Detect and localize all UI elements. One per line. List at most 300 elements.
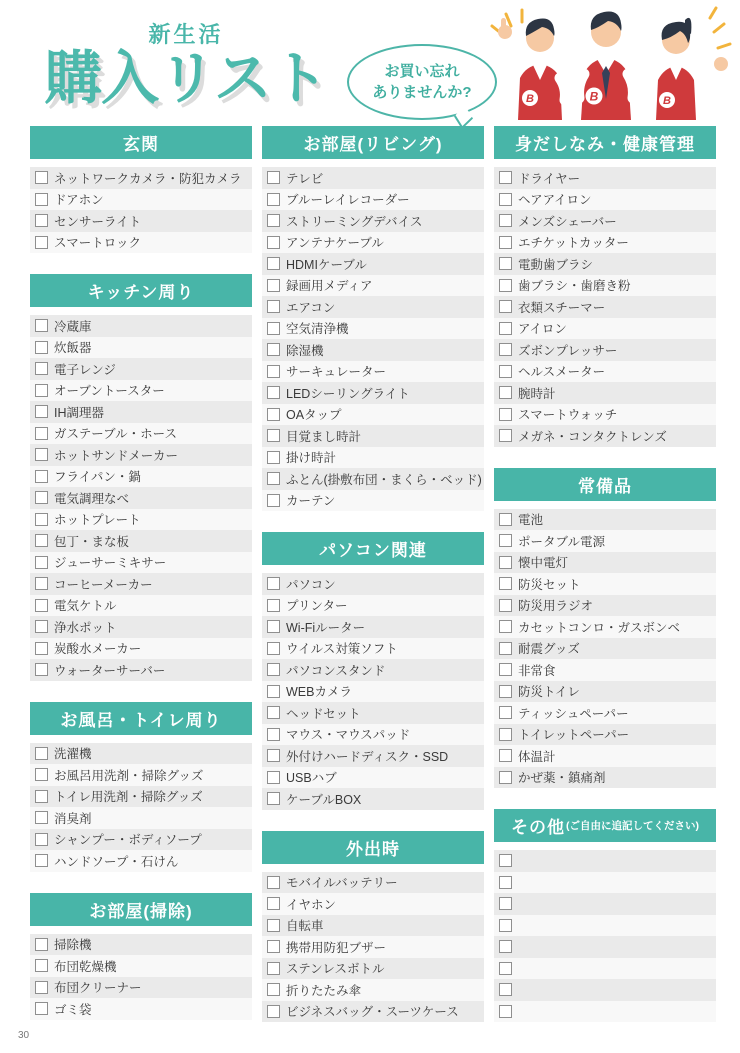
checkbox-icon[interactable]	[267, 300, 280, 313]
checklist-item	[262, 167, 484, 189]
section-going-out	[262, 831, 484, 1023]
item-label: ストリーミングデバイス	[286, 214, 423, 229]
checklist-item	[30, 764, 252, 786]
checkbox-icon[interactable]	[267, 620, 280, 633]
item-label: ヘッドセット	[286, 706, 361, 721]
checkbox-icon[interactable]	[35, 556, 48, 569]
item-label: スマートロック	[54, 236, 142, 251]
checkbox-icon[interactable]	[35, 236, 48, 249]
checkbox-icon[interactable]	[499, 919, 512, 932]
checklist-item	[30, 638, 252, 660]
item-label: 折りたたみ傘	[286, 983, 362, 998]
checkbox-icon[interactable]	[35, 811, 48, 824]
checklist-item	[262, 893, 484, 915]
checklist-item	[30, 977, 252, 999]
section-room-cleaning	[30, 893, 252, 1020]
section-header-going-out	[262, 831, 484, 864]
checklist-item	[494, 296, 716, 318]
checklist	[494, 167, 716, 447]
checkbox-icon[interactable]	[267, 599, 280, 612]
section-living-room	[262, 126, 484, 511]
item-label: 掃除機	[54, 938, 92, 953]
section-header-entrance	[30, 126, 252, 159]
checkbox-icon[interactable]	[499, 236, 512, 249]
checkbox-icon[interactable]	[267, 642, 280, 655]
checklist-item	[494, 915, 716, 937]
checklist	[494, 509, 716, 789]
checkbox-icon[interactable]	[499, 685, 512, 698]
checklist	[262, 167, 484, 511]
checkbox-icon[interactable]	[35, 534, 48, 547]
checklist-item	[30, 616, 252, 638]
item-label: LEDシーリングライト	[286, 386, 410, 401]
checkbox-icon[interactable]	[267, 577, 280, 590]
checkbox-icon[interactable]	[499, 386, 512, 399]
checkbox-icon[interactable]	[267, 876, 280, 889]
item-label: 電子レンジ	[54, 362, 116, 377]
checkbox-icon[interactable]	[35, 193, 48, 206]
svg-text:B: B	[589, 89, 599, 104]
item-label: 空気清浄機	[286, 322, 349, 337]
item-label: ガステーブル・ホース	[54, 427, 178, 442]
checkbox-icon[interactable]	[499, 940, 512, 953]
checklist-item	[494, 530, 716, 552]
checkbox-icon[interactable]	[499, 663, 512, 676]
item-label: 目覚まし時計	[286, 429, 362, 444]
checklist-item	[494, 210, 716, 232]
checkbox-icon[interactable]	[35, 663, 48, 676]
checklist-item	[494, 724, 716, 746]
checklist-item	[30, 423, 252, 445]
item-label: アイロン	[518, 322, 567, 337]
checklist-item	[30, 786, 252, 808]
checkbox-icon[interactable]	[35, 768, 48, 781]
item-label: 防災用ラジオ	[518, 599, 594, 614]
item-label: 録画用メディア	[286, 279, 373, 294]
item-label: オーブントースター	[54, 384, 165, 399]
checkbox-icon[interactable]	[35, 405, 48, 418]
item-label: ブルーレイレコーダー	[286, 193, 410, 208]
section-daily-supplies	[494, 468, 716, 789]
checkbox-icon[interactable]	[499, 749, 512, 762]
item-label: トイレ用洗剤・掃除グッズ	[54, 790, 203, 805]
checkbox-icon[interactable]	[35, 341, 48, 354]
checkbox-icon[interactable]	[267, 749, 280, 762]
section-grooming-health	[494, 126, 716, 447]
checklist-item	[494, 979, 716, 1001]
checkbox-icon[interactable]	[267, 451, 280, 464]
checklist-item	[262, 979, 484, 1001]
speech-bubble	[347, 44, 497, 120]
checklist	[262, 872, 484, 1023]
checklist-item	[30, 232, 252, 254]
checkbox-icon[interactable]	[499, 983, 512, 996]
checklist-item	[30, 530, 252, 552]
column-3	[494, 126, 716, 1043]
checklist-item	[494, 745, 716, 767]
item-label: ホットサンドメーカー	[54, 448, 179, 463]
checkbox-icon[interactable]	[499, 642, 512, 655]
checkbox-icon[interactable]	[267, 706, 280, 719]
checklist-item	[30, 743, 252, 765]
item-label: ポータブル電源	[518, 534, 606, 549]
item-label: 布団乾燥機	[54, 959, 117, 974]
item-label: 耐震グッズ	[518, 642, 580, 657]
item-label: センサーライト	[54, 214, 142, 229]
checkbox-icon[interactable]	[35, 790, 48, 803]
checklist-item	[262, 573, 484, 595]
item-label: 電気ケトル	[54, 599, 117, 614]
item-label: プリンター	[286, 599, 348, 614]
checkbox-icon[interactable]	[267, 771, 280, 784]
section-kitchen	[30, 274, 252, 681]
checkbox-icon[interactable]	[499, 854, 512, 867]
page-title-block	[36, 18, 336, 111]
checkbox-icon[interactable]	[499, 214, 512, 227]
checklist-item	[262, 702, 484, 724]
item-label: 電気調理なべ	[54, 491, 130, 506]
checklist-item	[494, 681, 716, 703]
checkbox-icon[interactable]	[35, 854, 48, 867]
checkbox-icon[interactable]	[499, 365, 512, 378]
checkbox-icon[interactable]	[35, 214, 48, 227]
checkbox-icon[interactable]	[35, 513, 48, 526]
checkbox-icon[interactable]	[267, 962, 280, 975]
item-label: カセットコンロ・ガスボンベ	[518, 620, 681, 635]
checkbox-icon[interactable]	[35, 384, 48, 397]
item-label: 電動歯ブラシ	[518, 257, 594, 272]
item-label: WEBカメラ	[286, 685, 352, 700]
checkbox-icon[interactable]	[267, 919, 280, 932]
checkbox-icon[interactable]	[267, 322, 280, 335]
checkbox-icon[interactable]	[267, 663, 280, 676]
checkbox-icon[interactable]	[499, 408, 512, 421]
item-label: コーヒーメーカー	[54, 577, 153, 592]
section-title: お部屋(掃除)	[89, 901, 193, 921]
checklist-item	[494, 638, 716, 660]
checkbox-icon[interactable]	[499, 171, 512, 184]
checklist-item	[262, 595, 484, 617]
item-label: シャンプー・ボディソープ	[54, 833, 202, 848]
checklist-item	[262, 872, 484, 894]
checklist-item	[262, 681, 484, 703]
checklist-item	[30, 401, 252, 423]
item-label: ホットプレート	[54, 513, 141, 528]
staff-member-left	[498, 18, 565, 120]
checkbox-icon[interactable]	[35, 642, 48, 655]
column-1	[30, 126, 252, 1043]
checklist-item	[30, 807, 252, 829]
speech-bubble-text: お買い忘れ ありませんか?	[372, 63, 472, 101]
section-others	[494, 809, 716, 1022]
page-title: 購入リスト	[44, 46, 328, 111]
checkbox-icon[interactable]	[267, 685, 280, 698]
item-label: ネットワークカメラ・防犯カメラ	[54, 171, 242, 186]
item-label: スマートウォッチ	[518, 408, 618, 423]
item-label: パソコンスタンド	[286, 663, 386, 678]
checklist-item	[262, 210, 484, 232]
checkbox-icon[interactable]	[35, 470, 48, 483]
item-label: ティッシュペーパー	[518, 706, 629, 721]
checkbox-icon[interactable]	[267, 494, 280, 507]
checklist-item	[262, 189, 484, 211]
checkbox-icon[interactable]	[499, 513, 512, 526]
item-label: IH調理器	[54, 405, 105, 420]
item-label: イヤホン	[286, 897, 337, 912]
checkbox-icon[interactable]	[35, 491, 48, 504]
section-title: 玄関	[123, 135, 159, 154]
checklist-columns	[30, 126, 716, 1043]
checklist-item	[494, 1001, 716, 1023]
item-label: メンズシェーバー	[518, 214, 617, 229]
section-note: (ご自由に追記してください)	[566, 820, 699, 832]
checklist-item	[262, 490, 484, 512]
item-label: ゴミ袋	[54, 1002, 92, 1017]
checklist-item	[262, 767, 484, 789]
item-label: 懐中電灯	[518, 556, 569, 571]
checkbox-icon[interactable]	[267, 386, 280, 399]
section-header-kitchen	[30, 274, 252, 307]
item-label: 外付けハードディスク・SSD	[286, 749, 449, 764]
section-title: パソコン関連	[319, 541, 427, 560]
checklist	[30, 167, 252, 253]
section-title: 外出時	[346, 839, 400, 859]
checkbox-icon[interactable]	[267, 897, 280, 910]
checkbox-icon[interactable]	[499, 728, 512, 741]
checkbox-icon[interactable]	[267, 940, 280, 953]
checklist-item	[30, 380, 252, 402]
checklist-item	[30, 998, 252, 1020]
item-label: ヘアアイロン	[518, 193, 592, 208]
checklist-item	[494, 232, 716, 254]
checkbox-icon[interactable]	[267, 792, 280, 805]
item-label: 携帯用防犯ブザー	[286, 940, 387, 955]
checklist-item	[30, 444, 252, 466]
checklist-item	[494, 767, 716, 789]
checklist-item	[494, 893, 716, 915]
item-label: ドライヤー	[518, 171, 581, 186]
item-label: 消臭剤	[54, 811, 92, 826]
checklist-item	[494, 167, 716, 189]
section-header-pc-related	[262, 532, 484, 565]
checkbox-icon[interactable]	[267, 257, 280, 270]
checkbox-icon[interactable]	[267, 171, 280, 184]
checkbox-icon[interactable]	[35, 747, 48, 760]
item-label: 布団クリーナー	[54, 981, 142, 996]
checklist-item	[262, 616, 484, 638]
checklist-item	[30, 487, 252, 509]
section-header-others	[494, 809, 716, 842]
checklist-item	[262, 404, 484, 426]
item-label: 防災トイレ	[518, 685, 580, 700]
checklist-item	[30, 955, 252, 977]
checklist-item	[30, 315, 252, 337]
checklist-item	[494, 958, 716, 980]
checkbox-icon[interactable]	[499, 706, 512, 719]
item-label: フライパン・鍋	[54, 470, 141, 485]
item-label: トイレットペーパー	[518, 728, 630, 743]
section-title: 身だしなみ・健康管理	[515, 135, 695, 154]
item-label: アンテナケーブル	[286, 236, 384, 251]
staff-illustration	[478, 4, 736, 120]
checkbox-icon[interactable]	[499, 771, 512, 784]
checkbox-icon[interactable]	[499, 556, 512, 569]
checkbox-icon[interactable]	[499, 1005, 512, 1018]
item-label: 炭酸水メーカー	[54, 642, 142, 657]
checkbox-icon[interactable]	[499, 343, 512, 356]
checklist-item	[494, 318, 716, 340]
checkbox-icon[interactable]	[267, 1005, 280, 1018]
checkbox-icon[interactable]	[267, 236, 280, 249]
item-label: 炊飯器	[54, 341, 92, 356]
checkbox-icon[interactable]	[267, 408, 280, 421]
checklist-item	[30, 829, 252, 851]
checkbox-icon[interactable]	[267, 343, 280, 356]
checklist-item	[262, 361, 484, 383]
page-number: 30	[18, 1030, 30, 1041]
checklist-item	[494, 573, 716, 595]
checklist-item	[262, 425, 484, 447]
checklist	[494, 850, 716, 1022]
checkbox-icon[interactable]	[267, 472, 280, 485]
checkbox-icon[interactable]	[267, 279, 280, 292]
checklist-item	[30, 358, 252, 380]
checkbox-icon[interactable]	[499, 876, 512, 889]
checkbox-icon[interactable]	[499, 322, 512, 335]
checklist-item	[30, 466, 252, 488]
checklist-item	[494, 253, 716, 275]
checkbox-icon[interactable]	[35, 448, 48, 461]
item-label: モバイルバッテリー	[286, 876, 398, 891]
checklist-item	[262, 724, 484, 746]
column-2	[262, 126, 484, 1043]
section-header-living-room	[262, 126, 484, 159]
checklist-item	[30, 337, 252, 359]
checkbox-icon[interactable]	[499, 620, 512, 633]
checklist	[262, 573, 484, 810]
checkbox-icon[interactable]	[35, 981, 48, 994]
checklist-item	[262, 936, 484, 958]
item-label: ウォーターサーバー	[54, 663, 166, 678]
checkbox-icon[interactable]	[499, 193, 512, 206]
svg-text:B: B	[526, 93, 534, 105]
checklist-item	[494, 339, 716, 361]
checkbox-icon[interactable]	[499, 534, 512, 547]
checkbox-icon[interactable]	[35, 427, 48, 440]
item-label: 包丁・まな板	[54, 534, 130, 549]
sparkle-lines-right	[710, 8, 730, 48]
section-header-grooming-health	[494, 126, 716, 159]
checklist-item	[494, 189, 716, 211]
section-bath-toilet	[30, 702, 252, 872]
checklist-item	[494, 425, 716, 447]
item-label: 掛け時計	[286, 451, 337, 466]
section-title: お風呂・トイレ周り	[60, 710, 222, 730]
checkbox-icon[interactable]	[35, 959, 48, 972]
checkbox-icon[interactable]	[35, 577, 48, 590]
checkbox-icon[interactable]	[35, 938, 48, 951]
checklist-item	[494, 850, 716, 872]
checkbox-icon[interactable]	[499, 300, 512, 313]
checkbox-icon[interactable]	[499, 599, 512, 612]
item-label: ヘルスメーター	[518, 365, 606, 380]
item-label: USBハブ	[286, 771, 337, 786]
checklist-item	[30, 659, 252, 681]
checkbox-icon[interactable]	[499, 257, 512, 270]
section-title: その他	[511, 818, 565, 837]
checklist-item	[262, 339, 484, 361]
checkbox-icon[interactable]	[35, 171, 48, 184]
checklist-item	[262, 275, 484, 297]
item-label: 非常食	[518, 663, 556, 678]
item-label: Wi-Fiルーター	[286, 620, 366, 635]
checkbox-icon[interactable]	[267, 193, 280, 206]
item-label: マウス・マウスパッド	[286, 728, 411, 743]
item-label: ビジネスバッグ・スーツケース	[286, 1005, 459, 1020]
staff-member-middle	[579, 11, 634, 120]
checkbox-icon[interactable]	[267, 983, 280, 996]
checkbox-icon[interactable]	[35, 620, 48, 633]
checkbox-icon[interactable]	[499, 577, 512, 590]
item-label: ウイルス対策ソフト	[286, 642, 398, 657]
checkbox-icon[interactable]	[267, 214, 280, 227]
checkbox-icon[interactable]	[35, 362, 48, 375]
checkbox-icon[interactable]	[499, 279, 512, 292]
svg-text:B: B	[663, 95, 671, 107]
item-label: ズボンプレッサー	[518, 343, 618, 358]
checkbox-icon[interactable]	[35, 833, 48, 846]
checkbox-icon[interactable]	[267, 429, 280, 442]
checkbox-icon[interactable]	[267, 728, 280, 741]
checkbox-icon[interactable]	[499, 429, 512, 442]
item-label: パソコン	[286, 577, 336, 592]
staff-member-right	[656, 18, 728, 120]
checkbox-icon[interactable]	[499, 962, 512, 975]
checkbox-icon[interactable]	[35, 1002, 48, 1015]
checkbox-icon[interactable]	[35, 599, 48, 612]
section-header-room-cleaning	[30, 893, 252, 926]
checklist-item	[30, 595, 252, 617]
item-label: 電池	[518, 513, 544, 528]
checklist-item	[494, 404, 716, 426]
checklist-item	[262, 382, 484, 404]
checklist-item	[494, 275, 716, 297]
checklist-item	[262, 638, 484, 660]
item-label: 体温計	[518, 749, 556, 764]
checkbox-icon[interactable]	[267, 365, 280, 378]
checklist-item	[494, 616, 716, 638]
checklist	[30, 315, 252, 681]
checklist-item	[30, 167, 252, 189]
checkbox-icon[interactable]	[35, 319, 48, 332]
checkbox-icon[interactable]	[499, 897, 512, 910]
checklist-item	[494, 702, 716, 724]
checklist-item	[262, 253, 484, 275]
checklist-item	[262, 232, 484, 254]
checklist-item	[262, 958, 484, 980]
checklist-item	[262, 659, 484, 681]
item-label: 腕時計	[518, 386, 556, 401]
section-title: キッチン周り	[87, 283, 195, 302]
item-label: ハンドソープ・石けん	[54, 854, 179, 869]
checklist-item	[494, 595, 716, 617]
checklist-item	[494, 361, 716, 383]
item-label: 洗濯機	[54, 747, 92, 762]
section-title: お部屋(リビング)	[303, 135, 443, 154]
checklist-item	[30, 189, 252, 211]
item-label: かぜ薬・鎮痛剤	[518, 771, 606, 786]
item-label: お風呂用洗剤・掃除グッズ	[54, 768, 204, 783]
